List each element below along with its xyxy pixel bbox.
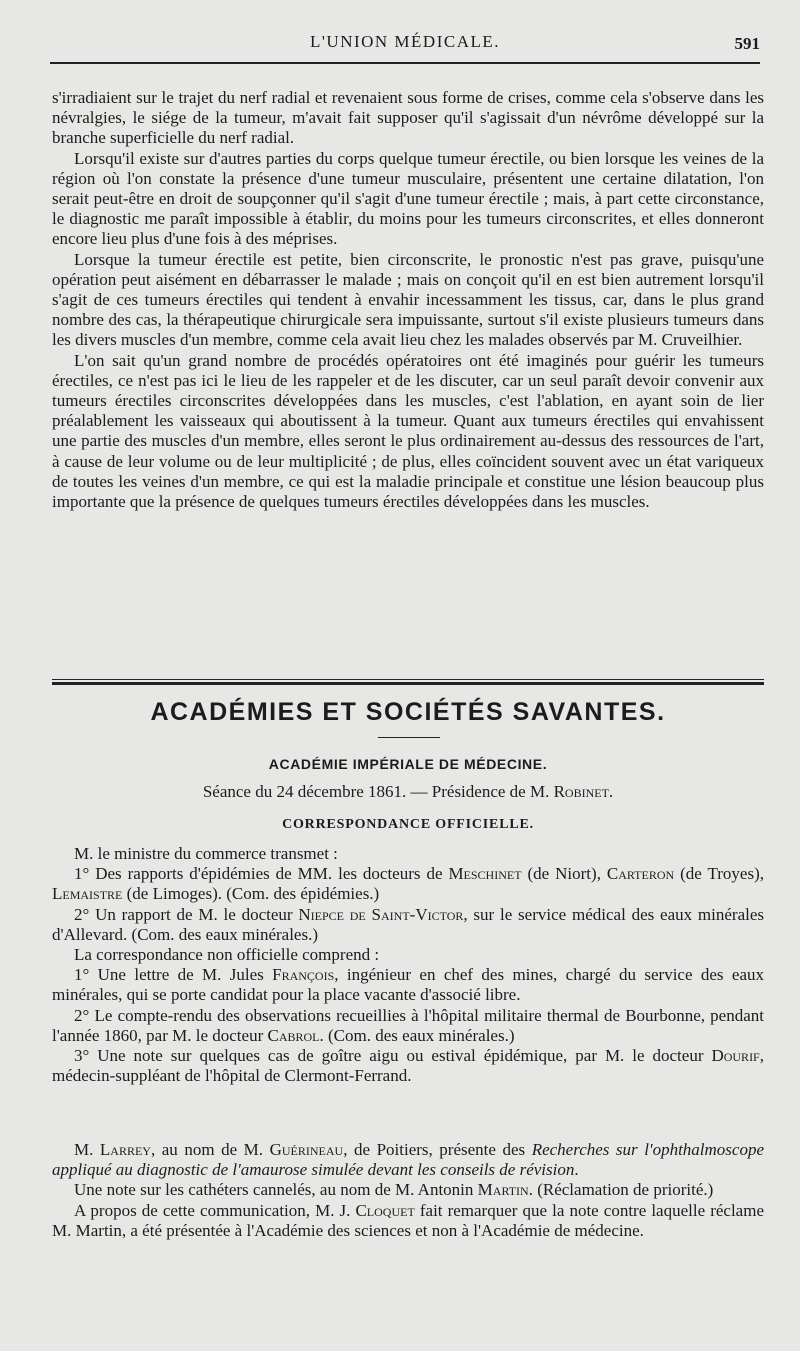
header-rule: [50, 62, 760, 64]
section-separator: [52, 679, 764, 685]
section-heading: ACADÉMIES ET SOCIÉTÉS SAVANTES.: [150, 698, 666, 726]
page-number: 591: [734, 34, 760, 53]
body-text-correspondence: [52, 844, 764, 1086]
session-line: [52, 782, 764, 802]
paragraph: 2° Le compte-rendu des observations recueillies à l'hôpital militaire thermal de Bourbonne, pendant l'année 1860, par M. le docteur Cabrol. (Com. des eaux minérales.): [52, 1005, 764, 1045]
body-text-top: [52, 88, 764, 512]
paragraph: M. le ministre du commerce transmet :: [74, 844, 338, 863]
body-text-bottom: [52, 1140, 764, 1241]
running-title: L'UNION MÉDICALE.: [309, 32, 501, 51]
paragraph: Une note sur les cathéters cannelés, au nom de M. Antonin Martin. (Réclamation de priorité.): [74, 1180, 714, 1200]
paragraph: 1° Une lettre de M. Jules François, ingénieur en chef des mines, chargé du service des eaux minérales, qui se porte candidat pour la place vacante d'associé libre.: [52, 965, 764, 1005]
page-header: [50, 30, 760, 64]
paragraph: Lorsque la tumeur érectile est petite, bien circonscrite, le pronostic n'est pas grave, puisqu'une opération peut aisément en débarrasser le malade ; mais on conçoit qu'il en est bien autrement lorsqu'il s'agit de ces tumeurs érectiles qui tendent à envahir incessamment les tissus, car, dans le plus grand nombre des cas, la thérapeutique chirurgicale sera impuissante, surtout s'il existe plusieurs tumeurs dans les divers muscles d'un membre, comme cela avait lieu chez les malades observés par M. Cruveilhier.: [52, 249, 764, 350]
paragraph: Lorsqu'il existe sur d'autres parties du corps quelque tumeur érectile, ou bien lorsque les veines de la région où l'on constate la présence d'une tumeur musculaire, présentent une certaine dilatation, l'on serait peut-être en droit de soupçonner qu'il s'agit d'une tumeur érectile ; mais, à part cette circonstance, le diagnostic me paraît impossible à établir, du moins pour les tumeurs circonscrites, et elles donneront encore lieu plus d'une fois à des méprises.: [52, 148, 764, 249]
session-date: Séance du 24 décembre 1861. — Présidence de M.: [202, 782, 554, 801]
paragraph: 2° Un rapport de M. le docteur Niepce de Saint-Victor, sur le service médical des eaux minérales d'Allevard. (Com. des eaux minérales.): [52, 904, 764, 944]
paragraph: 3° Une note sur quelques cas de goître aigu ou estival épidémique, par M. le docteur Dourif, médecin-suppléant de l'hôpital de Clermont-Ferrand.: [52, 1046, 764, 1086]
session-end: .: [608, 782, 614, 801]
paragraph: s'irradiaient sur le trajet du nerf radial et revenaient sous forme de crises, comme cela s'observe dans les névralgies, le siége de la tumeur, m'avait fait supposer qu'il s'agissait d'un névrôme développé sur la branche superficielle du nerf radial.: [52, 88, 764, 148]
correspondence-heading: CORRESPONDANCE OFFICIELLE.: [282, 817, 534, 832]
president-name: Robinet: [553, 782, 609, 801]
paragraph: L'on sait qu'un grand nombre de procédés opératoires ont été imaginés pour guérir les tumeurs érectiles, ce n'est pas ici le lieu de les rappeler et de les discuter, car un seul paraît devoir convenir aux tumeurs érectiles circonscrites développées dans les muscles, c'est l'ablation, en ayant soin de lier préalablement les vaisseaux qui aboutissent à la tumeur. Quant aux tumeurs érectiles qui envahissent une partie des muscles d'un membre, elles seront le plus ordinairement au-dessus des ressources de l'art, à cause de leur volume ou de leur multiplicité ; de plus, elles coïncident souvent avec un état variqueux de toutes les veines d'un membre, ce qui est la maladie principale et constitue une lésion beaucoup plus importante que la présence de quelques tumeurs érectiles développées dans les muscles.: [52, 350, 764, 512]
heading-rule: [378, 737, 440, 738]
academy-heading: ACADÉMIE IMPÉRIALE DE MÉDECINE.: [268, 756, 548, 772]
paragraph: 1° Des rapports d'épidémies de MM. les docteurs de Meschinet (de Niort), Carteron (de Troyes), Lemaistre (de Limoges). (Com. des épidémies.): [52, 864, 764, 904]
paragraph: La correspondance non officielle comprend :: [74, 945, 380, 965]
paragraph: M. Larrey, au nom de M. Guérineau, de Poitiers, présente des Recherches sur l'ophthalmoscope appliqué au diagnostic de l'amaurose simulée devant les conseils de révision.: [52, 1140, 764, 1180]
paragraph: A propos de cette communication, M. J. Cloquet fait remarquer que la note contre laquelle réclame M. Martin, a été présentée à l'Académie des sciences et non à l'Académie de médecine.: [52, 1200, 764, 1240]
